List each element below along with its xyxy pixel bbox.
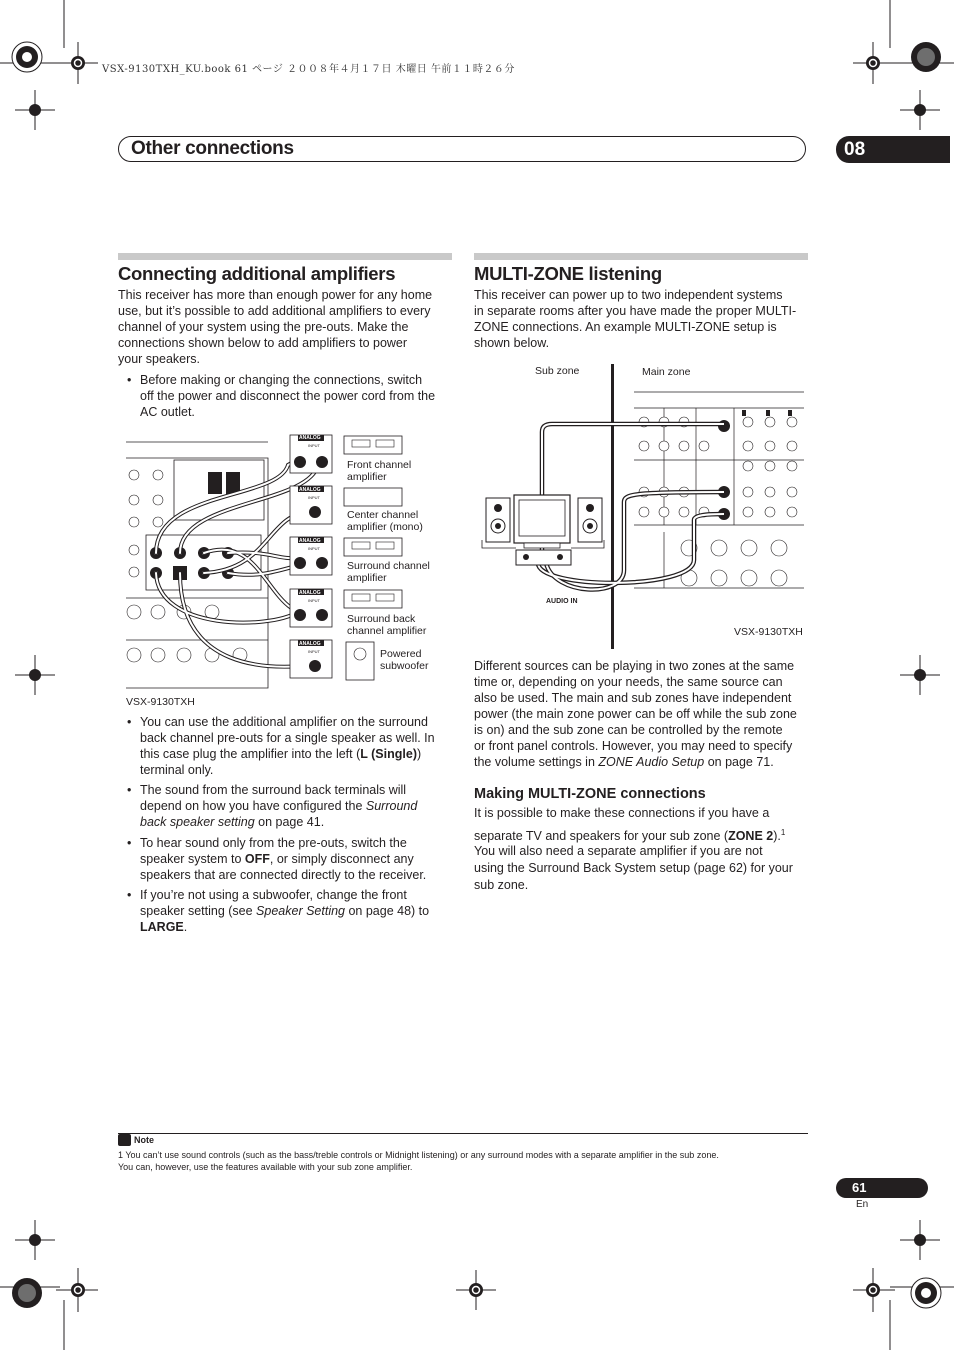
making-connections-text: It is possible to make these connections if you have a separate TV and speakers for your sub zone (ZONE 2).$^1$ You will also need a separate amplifier if you are not using the Surround Back System setup (page 62) for your sub zone. [474, 806, 793, 893]
making-connections-heading: Making MULTI-ZONE connections [474, 786, 706, 802]
zones-description: Different sources can be playing in two zones at the same time or, depending on your needs, the same source can also be used. The main and sub zones have independent power (the main zone power can be off while the sub zone is on) and the sub zone can be controlled by the remote or front panel controls. However, you may need to specify the volume settings in ZONE Audio Setup on page 71. [474, 659, 797, 769]
main-zone-label: Main zone [642, 366, 691, 378]
language-code: En [856, 1199, 869, 1210]
note-pen-icon [118, 1134, 131, 1146]
analog-tag-subwoofer: ANALOG [299, 641, 321, 647]
right-section-title: MULTI-ZONE listening [474, 263, 662, 284]
analog-tag-surround: ANALOG [299, 538, 321, 544]
receiver-label-right: VSX-9130TXH [734, 626, 803, 638]
note-label: Note [134, 1135, 154, 1145]
analog-tag-front: ANALOG [299, 435, 321, 441]
left-intro: This receiver has more than enough power for any home use, but it’s possible to add additional amplifiers to every channel of your system using the pre-outs. Make the connections shown below to add amplifiers to power your speakers. [118, 288, 433, 366]
input-tag-surround: INPUT [308, 546, 320, 551]
note-rule [118, 1133, 808, 1134]
left-section-rule [118, 253, 452, 260]
left-section-title: Connecting additional amplifiers [118, 263, 396, 284]
audio-in-label: AUDIO IN [546, 598, 578, 605]
right-section-rule [474, 253, 808, 260]
analog-tag-surround-back: ANALOG [299, 590, 321, 596]
label-center-amp: Center channel amplifier (mono) [347, 509, 423, 533]
input-tag-front: INPUT [308, 443, 320, 448]
sub-zone-label: Sub zone [535, 365, 580, 377]
label-front-amp: Front channel amplifier [347, 459, 412, 483]
analog-tag-center: ANALOG [299, 487, 321, 493]
label-surround-amp: Surround channel amplifier [347, 560, 430, 584]
input-tag-center: INPUT [308, 495, 320, 500]
receiver-label-left: VSX-9130TXH [126, 696, 195, 708]
input-tag-subwoofer: INPUT [308, 649, 320, 654]
page-number: 61 [836, 1178, 928, 1198]
right-intro: This receiver can power up to two independent systems in separate rooms after you have made the proper MULTI- ZONE connections. An example MULTI-ZONE setup is shown below. [474, 288, 797, 350]
page-section-title: Other connections [131, 138, 294, 159]
label-surround-back-amp: Surround back channel amplifier [347, 613, 427, 637]
footnote: 1 You can’t use sound controls (such as the bass/treble controls or Midnight listening) or any surround modes with a separate amplifier in the sub zone. You can, however, use the features available with your sub zone amplifier. [118, 1150, 719, 1172]
label-subwoofer: Powered subwoofer [380, 648, 429, 672]
multi-zone-diagram [474, 360, 808, 655]
chapter-tab: 08 [836, 136, 950, 163]
print-slug: VSX-9130TXH_KU.book 61 ページ ２００８年４月１７日 木曜日 午前１１時２６分 [102, 64, 515, 75]
input-tag-surround-back: INPUT [308, 598, 320, 603]
